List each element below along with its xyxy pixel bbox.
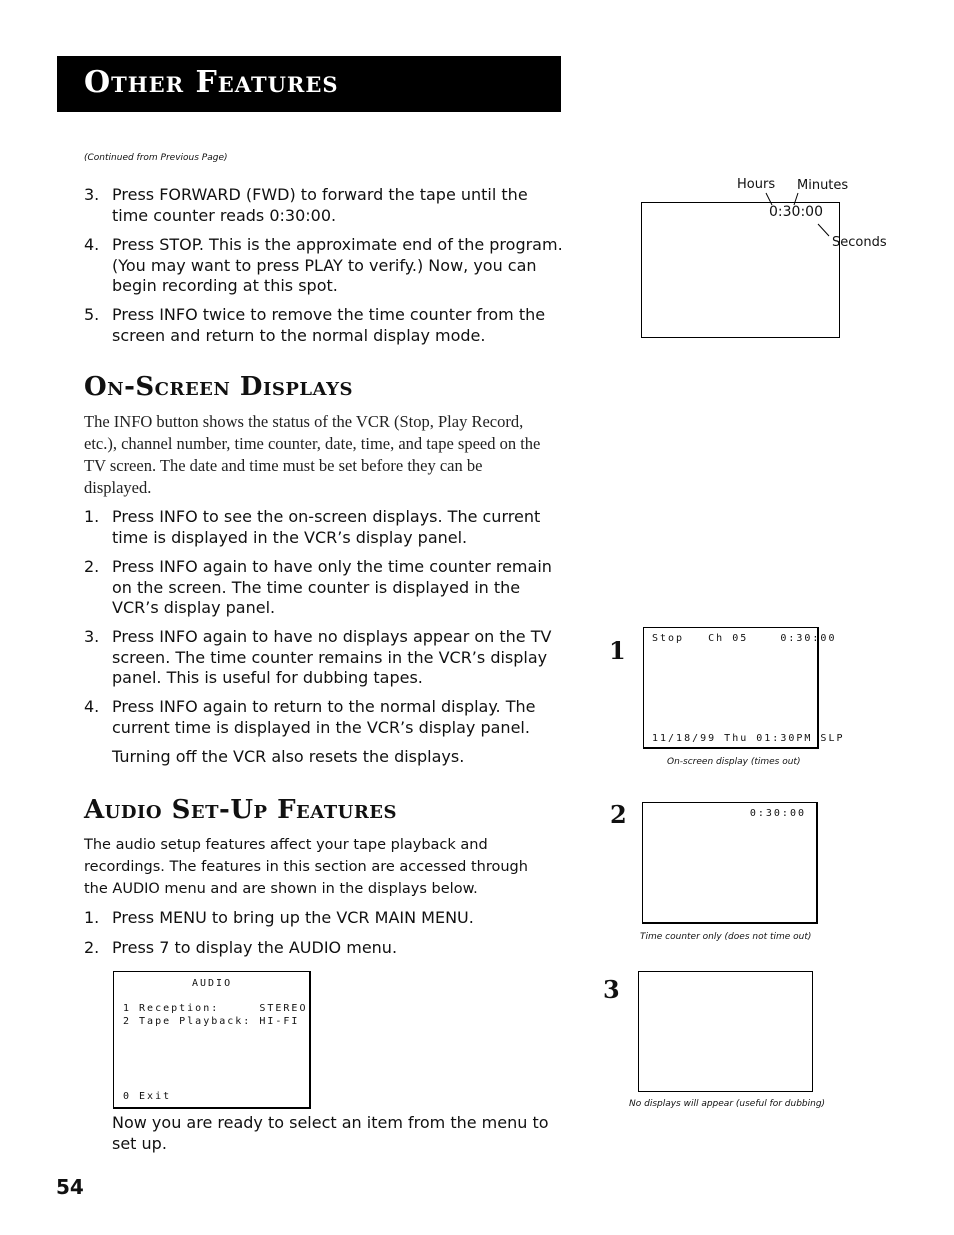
section-title-audio: Audio Set-Up Features <box>84 795 398 825</box>
step-number: 4. <box>84 235 100 254</box>
section-title-onscreen: On-Screen Displays <box>84 372 353 402</box>
step-number: 1. <box>84 507 100 526</box>
note <box>84 747 564 768</box>
step-number: 2. <box>84 557 100 576</box>
hours-label: Hours <box>737 177 776 192</box>
step-text: Press INFO again to have no displays appear on the TV screen. The time counter remains in the VCR’s display panel. This is useful for dubbing tapes. <box>112 627 552 687</box>
list-item <box>84 507 564 548</box>
screen-1-caption: On-screen display (times out) <box>667 757 801 767</box>
page-title: Other Features <box>84 65 339 100</box>
step-text: Press INFO again to have only the time counter remain on the screen. The time counter is displayed in the VCR’s display panel. <box>112 557 552 617</box>
list-item <box>84 938 564 959</box>
list-item <box>84 908 564 929</box>
onscreen-intro: The INFO button shows the status of the VCR (Stop, Play Record, etc.), channel number, time counter, date, time, and tape speed on the TV screen. The date and time must be set before they can be displayed. <box>84 412 541 497</box>
list-item <box>84 627 564 689</box>
step-number: 4. <box>84 697 100 716</box>
step-number: 5. <box>84 305 100 324</box>
screen-2-counter: 0:30:00 <box>749 808 806 819</box>
seconds-pointer <box>818 224 829 236</box>
minutes-pointer <box>794 193 798 205</box>
closing-text: Now you are ready to select an item from the menu to set up. <box>112 1113 549 1153</box>
audio-menu-tape-playback: 2 Tape Playback: HI-FI <box>123 1016 300 1027</box>
note-text: Turning off the VCR also resets the displays. <box>112 747 465 766</box>
screen-1-date: 11/18/99 Thu 01:30PM SLP <box>652 733 845 744</box>
audio-intro: The audio setup features affect your tape playback and recordings. The features in this section are accessed through the AUDIO menu and are shown in the displays below. <box>84 837 528 897</box>
step-text: Press MENU to bring up the VCR MAIN MENU. <box>112 908 474 927</box>
audio-menu-exit: 0 Exit <box>123 1091 172 1102</box>
closing-note <box>84 1113 554 1154</box>
step-number: 2. <box>84 938 100 957</box>
screen-2 <box>642 802 818 924</box>
screen-3 <box>638 971 813 1092</box>
audio-menu-reception: 1 Reception: STEREO <box>123 1003 308 1014</box>
screen-2-number: 2 <box>610 800 627 829</box>
screen-1 <box>643 627 845 749</box>
page-number: 54 <box>56 1175 84 1199</box>
step-text: Press 7 to display the AUDIO menu. <box>112 938 398 957</box>
seconds-label: Seconds <box>832 235 887 250</box>
counter-value: 0:30:00 <box>769 204 823 220</box>
screen-3-caption: No displays will appear (useful for dubbing) <box>629 1099 826 1109</box>
screen-1-status: Stop Ch 05 0:30:00 <box>652 633 837 644</box>
step-number: 3. <box>84 185 100 204</box>
step-text: Press STOP. This is the approximate end of the program. (You may want to press PLAY to verify.) Now, you can begin recording at this spot. <box>112 235 563 295</box>
continued-note: (Continued from Previous Page) <box>84 153 228 163</box>
audio-menu-title: AUDIO <box>192 978 233 989</box>
step-text: Press INFO again to return to the normal display. The current time is displayed in the VCR’s display panel. <box>112 697 536 737</box>
step-number: 1. <box>84 908 100 927</box>
step-text: Press INFO to see the on-screen displays. The current time is displayed in the VCR’s display panel. <box>112 507 541 547</box>
step-number: 3. <box>84 627 100 646</box>
audio-menu-screen <box>113 971 311 1109</box>
screen-3-number: 3 <box>603 975 620 1004</box>
list-item <box>84 557 564 619</box>
screen-2-caption: Time counter only (does not time out) <box>640 932 812 942</box>
hours-pointer <box>766 193 772 205</box>
list-item <box>84 697 564 738</box>
step-text: Press INFO twice to remove the time counter from the screen and return to the normal display mode. <box>112 305 546 345</box>
step-text: Press FORWARD (FWD) to forward the tape until the time counter reads 0:30:00. <box>112 185 528 225</box>
screen-1-number: 1 <box>609 636 626 665</box>
minutes-label: Minutes <box>797 178 849 193</box>
